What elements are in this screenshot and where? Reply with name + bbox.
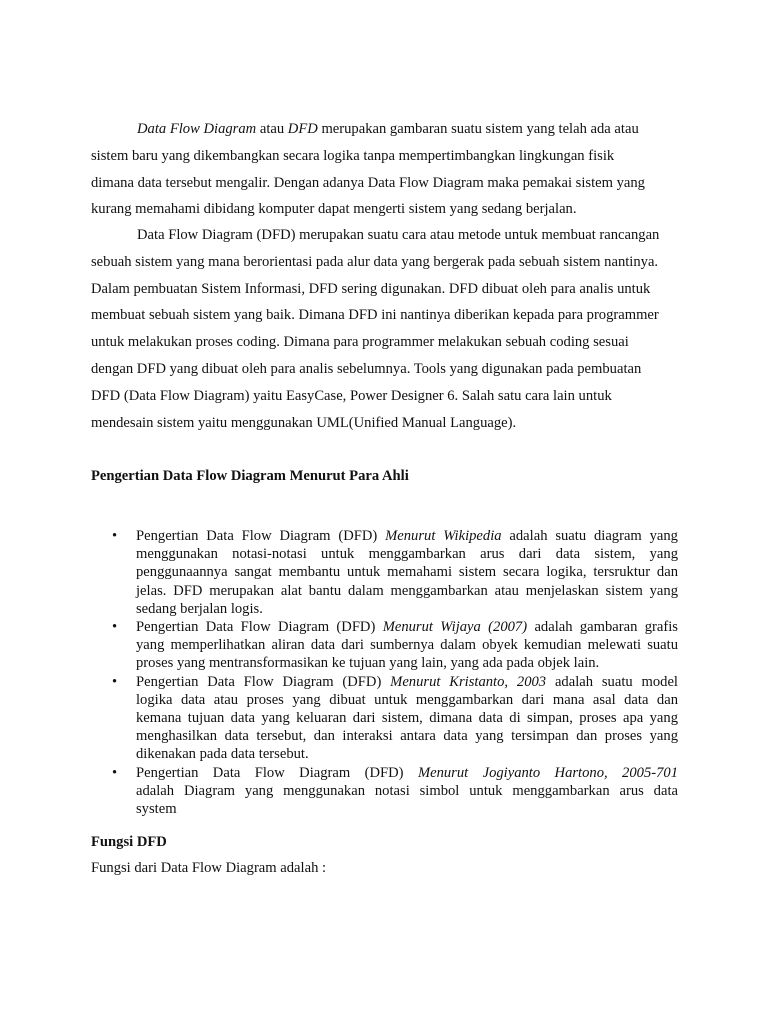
functions-intro-text: Fungsi dari Data Flow Diagram adalah :	[91, 860, 327, 876]
paragraph-line: dengan DFD yang dibuat oleh para analis sebelumnya. Tools yang digunakan pada pembuatan	[91, 360, 642, 377]
paragraph-line: kurang memahami dibidang komputer dapat mengerti sistem yang sedang berjalan.	[91, 201, 577, 218]
list-item: • Pengertian Data Flow Diagram (DFD) Menurut Jogiyanto Hartono, 2005-701 adalah Diagram yang menggunakan notasi simbol untuk menggambarkan arus data system	[112, 764, 678, 818]
paragraph-line: sebuah sistem yang mana berorientasi pada alur data yang bergerak pada sebuah sistem nantinya.	[91, 253, 659, 270]
section-heading-definitions: Pengertian Data Flow Diagram Menurut Para Ahli	[91, 468, 409, 484]
paragraph-line: DFD (Data Flow Diagram) yaitu EasyCase, Power Designer 6. Salah satu cara lain untuk	[91, 387, 612, 404]
intro-paragraph	[91, 116, 678, 223]
bullet-icon: •	[112, 764, 118, 781]
paragraph-line: mendesain sistem yaitu menggunakan UML(Unified Manual Language).	[91, 414, 517, 431]
paragraph-line: dimana data tersebut mengalir. Dengan adanya Data Flow Diagram maka pemakai sistem yang	[91, 174, 645, 191]
section-heading-functions: Fungsi DFD	[91, 834, 167, 850]
list-item: • Pengertian Data Flow Diagram (DFD) Menurut Wikipedia adalah suatu diagram yang menggunakan notasi-notasi untuk menggambarkan arus dari data sistem, yang penggunaannya sangat membantu untuk memahami sistem secara logika, tersruktur dan jelas. DFD merupakan alat bantu dalam menggambarkan atau menjelaskan sistem yang sedang berjalan logis.	[112, 528, 678, 617]
list-item: • Pengertian Data Flow Diagram (DFD) Menurut Wijaya (2007) adalah gambaran grafis yang memperlihatkan aliran data dari sumbernya dalam obyek kemudian melewati suatu proses yang mentransformasikan ke tujuan yang lain, yang ada pada objek lain.	[112, 619, 678, 672]
paragraph-line: sistem baru yang dikembangkan secara logika tanpa mempertimbangkan lingkungan fisik	[91, 147, 615, 164]
definitions-list	[112, 527, 678, 818]
bullet-icon: •	[112, 619, 118, 636]
paragraph-line: untuk melakukan proses coding. Dimana para programmer melakukan sebuah coding sesuai	[91, 334, 629, 351]
bullet-icon: •	[112, 673, 118, 690]
dfd-description-paragraph	[91, 222, 678, 436]
bullet-icon: •	[112, 528, 118, 544]
paragraph-line: Data Flow Diagram (DFD) merupakan suatu cara atau metode untuk membuat rancangan	[137, 227, 660, 243]
paragraph-line: Dalam pembuatan Sistem Informasi, DFD sering digunakan. DFD dibuat oleh para analis untuk	[91, 280, 651, 297]
paragraph-line: membuat sebuah sistem yang baik. Dimana DFD ini nantinya diberikan kepada para programmer	[91, 307, 659, 324]
list-item: • Pengertian Data Flow Diagram (DFD) Menurut Kristanto, 2003 adalah suatu model logika data atau proses yang dibuat untuk menggambarkan dari mana asal data dan kemana tujuan data yang keluaran dari sistem, dimana data di simpan, proses apa yang menghasilkan data tersebut, dan interaksi antara data yang tersimpan dan proses yang dikenakan pada data tersebut.	[112, 673, 678, 763]
paragraph-line: Data Flow Diagram atau DFD merupakan gambaran suatu sistem yang telah ada atau	[137, 121, 639, 137]
